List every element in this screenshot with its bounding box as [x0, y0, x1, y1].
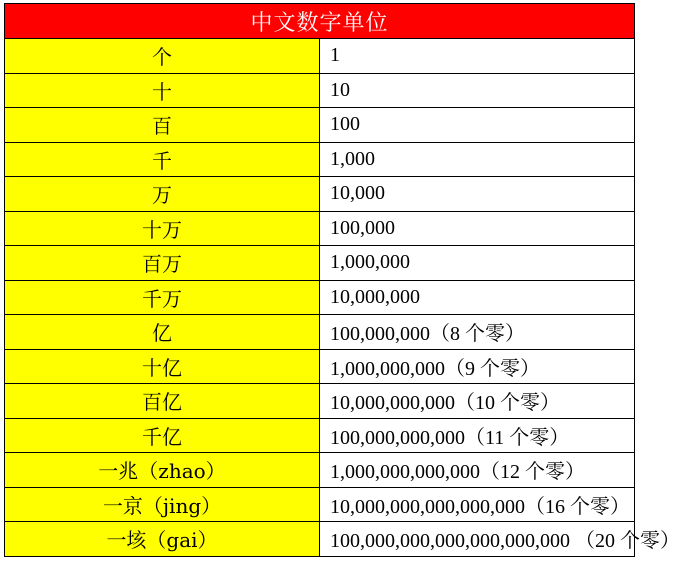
- value-cell: 10,000,000,000（10 个零）: [320, 384, 635, 419]
- unit-cell: 千亿: [5, 418, 320, 453]
- unit-cell: 一兆（zhao）: [5, 453, 320, 488]
- table-row: [5, 39, 635, 74]
- value-cell: 10: [320, 73, 635, 108]
- unit-cell: 一垓（gai）: [5, 522, 320, 557]
- table-header-row: [5, 4, 635, 39]
- value-cell: 10,000,000: [320, 280, 635, 315]
- unit-cell: 千: [5, 142, 320, 177]
- table-title: 中文数字单位: [5, 4, 635, 39]
- value-cell: 1,000,000,000,000（12 个零）: [320, 453, 635, 488]
- unit-cell: 十万: [5, 211, 320, 246]
- chinese-number-units-table-container: [4, 3, 680, 557]
- value-cell: 1,000: [320, 142, 635, 177]
- table-row: [5, 487, 635, 522]
- value-cell: 100,000,000,000,000,000,000 （20 个零）: [320, 522, 635, 557]
- unit-cell: 十: [5, 73, 320, 108]
- table-row: [5, 453, 635, 488]
- unit-cell: 千万: [5, 280, 320, 315]
- unit-cell: 万: [5, 177, 320, 212]
- value-cell: 100,000,000,000（11 个零）: [320, 418, 635, 453]
- value-cell: 10,000,000,000,000,000（16 个零）: [320, 487, 635, 522]
- unit-cell: 十亿: [5, 349, 320, 384]
- value-cell: 100,000,000（8 个零）: [320, 315, 635, 350]
- table-row: [5, 73, 635, 108]
- unit-cell: 亿: [5, 315, 320, 350]
- table-row: [5, 246, 635, 281]
- unit-cell: 百: [5, 108, 320, 143]
- unit-cell: 百亿: [5, 384, 320, 419]
- table-row: [5, 315, 635, 350]
- table-row: [5, 142, 635, 177]
- value-cell: 100,000: [320, 211, 635, 246]
- unit-cell: 一京（jing）: [5, 487, 320, 522]
- unit-cell: 百万: [5, 246, 320, 281]
- table-row: [5, 280, 635, 315]
- value-cell: 1,000,000: [320, 246, 635, 281]
- table-row: [5, 522, 635, 557]
- value-cell: 100: [320, 108, 635, 143]
- table-row: [5, 349, 635, 384]
- value-cell: 1: [320, 39, 635, 74]
- unit-cell: 个: [5, 39, 320, 74]
- table-row: [5, 108, 635, 143]
- chinese-number-units-table: [4, 3, 680, 557]
- table-row: [5, 418, 635, 453]
- table-row: [5, 211, 635, 246]
- table-row: [5, 384, 635, 419]
- table-row: [5, 177, 635, 212]
- value-cell: 1,000,000,000（9 个零）: [320, 349, 635, 384]
- value-cell: 10,000: [320, 177, 635, 212]
